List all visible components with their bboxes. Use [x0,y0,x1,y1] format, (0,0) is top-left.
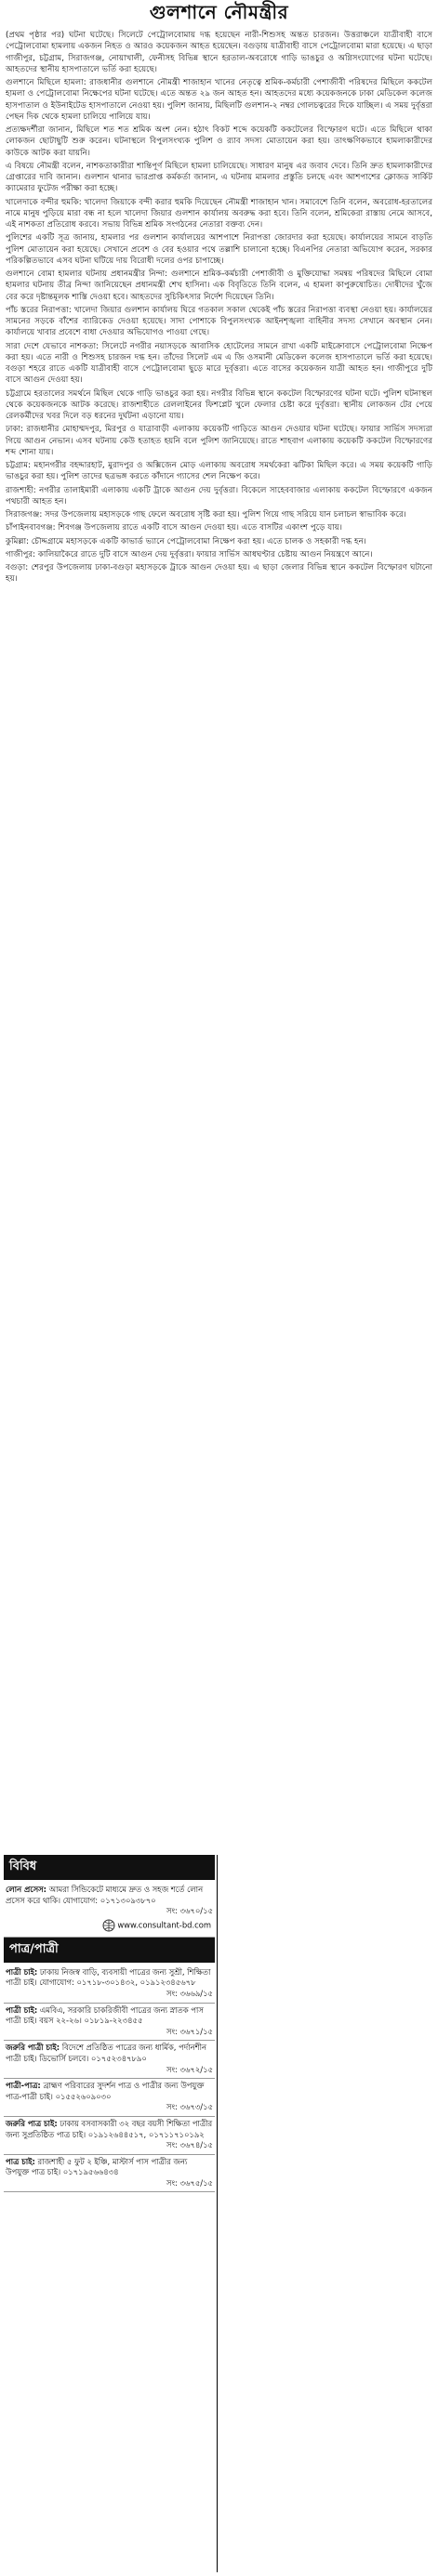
ad-lead: লোন প্রসেস: [6,1885,47,1894]
column-divider [217,1855,218,2572]
story-paragraph: চট্টগ্রাম: মহানগরীর বহদ্দারহাট, মুরাদপুর ও অক্সিজেন মোড় এলাকায় অবরোধ সমর্থকেরা ঝটিকা মিছিল করে। এ সময় কয়েকটি গাড়ি ভাঙচুর করা হয়। পুলিশ তাদের ছত্রভঙ্গ করতে কাঁদানে গ্যাসের শেল নিক্ষেপ করে। [6,461,432,482]
story-continuation-column [221,1855,434,2572]
story-paragraph: গাজীপুর: কালিয়াকৈরে রাতে দুটি বাসে আগুন দেয় দুর্বৃত্তরা। ফায়ার সার্ভিস আধঘণ্টার চেষ্টায় আগুন নিয়ন্ত্রণে আনে। [6,549,373,559]
ad-lead: জরুরি পাত্রী চাই: [6,2043,60,2053]
story-paragraph: পুলিশের একটি সূত্র জানায়, হামলার পর গুলশান কার্যালয়ের আশপাশে নিরাপত্তা জোরদার করা হয়েছে। কার্যালয়ের সামনে বাড়তি পুলিশ মোতায়েন করা হয়েছে। সেখানে প্রবেশ ও বের হওয়ার পথে তল্লাশি চালানো হচ্ছে। বিএনপির নেতারা অভিযোগ করেন, সরকার পরিকল্পিতভাবে এসব ঘটনা ঘটিয়ে দায় বিরোধী দলের ওপর চাপাচ্ছে। [6,233,432,266]
classified-ad [4,2117,215,2155]
story-paragraph: বগুড়া: শেরপুর উপজেলায় ঢাকা-বগুড়া মহাসড়কে ট্রাকে আগুন দেওয়া হয়। এ ছাড়া জেলার বিভিন্ন স্থানে ককটেল বিস্ফোরণ ঘটানো হয়। [6,563,432,585]
ad-ref: সং: ৩৬৭৫/১৫ [166,2177,213,2188]
ad-ref: সং: ৩৬৭২/১৫ [166,2064,213,2074]
section-heading-misc: বিবিধ [4,1855,215,1880]
ad-text: রাজশাহী ৫ ফুট ২ ইঞ্চি, মাস্টার্স পাস পাত্রীর জন্য উপযুক্ত পাত্র চাই। ০১৭১৯৫৬৬৪৩৪ [6,2156,188,2177]
ad-lead: পাত্রী-পাত্র: [6,2081,41,2091]
ad-ref: সং: ৩৬৬৯/১৫ [166,1988,213,1998]
classified-ad [4,2004,215,2042]
ad-ref: সং: ৩৬৭১/১৫ [166,2026,213,2036]
story-paragraph: চাঁপাইনবাবগঞ্জ: শিবগঞ্জ উপজেলায় রাতে একটি বাসে আগুন দেওয়া হয়। এতে বাসটির একাংশ পুড়ে যায়। [6,523,342,533]
story-paragraph: খালেদাকে বন্দীর হুমকি: খালেদা জিয়াকে বন্দী করার হুমকি দিয়েছেন নৌমন্ত্রী শাজাহান খান। সমাবেশে তিনি বলেন, অবরোধ-হরতালের নামে মানুষ পুড়িয়ে মারা বন্ধ না হলে খালেদা জিয়ার গুলশান কার্যালয় অবরুদ্ধ করা হবে। তিনি বলেন, শ্রমিকেরা রাস্তায় নেমে আসবে, এই নাশকতা প্রতিরোধ করবে। সভায় বিভিন্ন শ্রমিক সংগঠনের নেতারা বক্তব্য দেন। [6,197,432,230]
story-paragraph: সারা দেশে যেভাবে নাশকতা: সিলেটে নগরীর নয়াসড়কে আবাসিক হোটেলের সামনে রাখা একটি মাইক্রোবাসে পেট্রোলবোমা নিক্ষেপ করা হয়। এতে নারী ও শিশুসহ চারজন দগ্ধ হন। তাঁদের সিলেট এম এ জি ওসমানী মেডিকেল কলেজ হাসপাতালে ভর্তি করা হয়েছে। বগুড়া শহরে রাতে একটি যাত্রীবাহী বাসে পেট্রোলবোমা ছুড়ে মারে দুর্বৃত্তরা। এতে বাসের কয়েকজন যাত্রী আহত হন। গাজীপুরে দুটি বাসে আগুন দেওয়া হয়। [6,341,432,386]
story-paragraph: ঢাকা: রাজধানীর মোহাম্মদপুর, মিরপুর ও যাত্রাবাড়ী এলাকায় কয়েকটি গাড়িতে আগুন দেওয়ার ঘটনা ঘটেছে। ফায়ার সার্ভিস সদস্যরা গিয়ে আগুন নেভান। এসব ঘটনায় কেউ হতাহত হয়নি বলে পুলিশ জানিয়েছে। রাতে শাহবাগ এলাকায় কয়েকটি ককটেল বিস্ফোরণের শব্দ শোনা যায়। [6,425,432,457]
classifieds-column [4,1855,215,2572]
ad-text: ব্রাহ্মণ পরিবারের সুদর্শন পাত্র ও পাত্রীর জন্য উপযুক্ত পাত্র-পাত্রী চাই। ০১৫৫২৬০৯০৩০ [6,2081,205,2101]
ad-ref: সং: ৩৬৭৪/১৫ [166,2140,213,2150]
story-paragraph: সিরাজগঞ্জ: সদর উপজেলায় মহাসড়কে গাছ ফেলে অবরোধ সৃষ্টি করা হয়। পুলিশ গিয়ে গাছ সরিয়ে যান চলাচল স্বাভাবিক করে। [6,510,406,519]
ad-lead: পাত্র চাই: [6,2156,35,2166]
main-story [6,30,432,1851]
ad-lead: পাত্রী চাই: [6,1966,38,1977]
story-paragraph: পাঁচ স্তরের নিরাপত্তা: খালেদা জিয়ার গুলশান কার্যালয় ঘিরে গতকাল সকাল থেকেই পাঁচ স্তরের নিরাপত্তা ব্যবস্থা নেওয়া হয়। কার্যালয়ের সামনের সড়কে বাঁশের ব্যারিকেড দেওয়া হয়েছে। সাদা পোশাকে বিপুলসংখ্যক আইনশৃঙ্খলা বাহিনীর সদস্য সেখানে অবস্থান নেন। কার্যালয়ে খাবার প্রবেশে বাধা দেওয়ার অভিযোগও পাওয়া গেছে। [6,305,432,338]
story-paragraph: এ বিষয়ে নৌমন্ত্রী বলেন, নাশকতাকারীরা শান্তিপূর্ণ মিছিলে হামলা চালিয়েছে। সাধারণ মানুষ এর জবাব দেবে। তিনি দ্রুত হামলাকারীদের গ্রেপ্তারের দাবি জানান। গুলশান থানার ভারপ্রাপ্ত কর্মকর্তা জানান, এ ঘটনায় মামলার প্রস্তুতি চলছে এবং আশপাশের ক্লোজড সার্কিট ক্যামেরার ফুটেজ পরীক্ষা করা হচ্ছে। [6,161,432,194]
ad-ref: সং: ৩৬৭০/১৫ [166,1906,213,1916]
classified-ad [4,1965,215,2004]
globe-icon [102,1919,115,1932]
classified-ad-loan [4,1883,215,1938]
story-paragraph: প্রত্যক্ষদর্শীরা জানান, মিছিলে শত শত শ্রমিক অংশ নেন। হঠাৎ বিকট শব্দে কয়েকটি ককটেলের বিস্ফোরণ ঘটে। এতে মিছিলে থাকা লোকজন ছোটাছুটি শুরু করেন। ঘটনাস্থলে বিপুলসংখ্যক পুলিশ ও র‍্যাব সদস্য মোতায়েন করা হয়। তাৎক্ষণিকভাবে হামলাকারীদের কাউকে আটক করা যায়নি। [6,125,432,158]
ad-ref: সং: ৩৬৭৩/১৫ [166,2102,213,2112]
ad-text: এমবিএ, সরকারি চাকরিজীবী পাত্রের জন্য স্নাতক পাস পাত্রী চাই। বয়স ২২-২৬। ০১৮১৯-২২৩৪৫৫ [6,2004,204,2026]
classified-ad [4,2079,215,2117]
headline-banner [0,0,438,28]
ad-text: আমরা সিন্ডিকেটে মাধ্যমে দ্রুত ও সহজ শর্তে লোন প্রসেস করে থাকি। যোগাযোগ: ০১৭১৩০৯৩৮৭০ [6,1885,204,1905]
story-paragraph: গুলশানে মিছিলে হামলা: রাজধানীর গুলশানে নৌমন্ত্রী শাজাহান খানের নেতৃত্বে শ্রমিক-কর্মচারী পেশাজীবী পরিষদের মিছিলে ককটেল হামলা ও পেট্রোলবোমা নিক্ষেপের ঘটনা ঘটেছে। এতে অন্তত ২৯ জন আহত হন। আহতদের মধ্যে কয়েকজনকে ঢাকা মেডিকেল কলেজ হাসপাতাল ও ইউনাইটেড হাসপাতালে নেওয়া হয়। পুলিশ জানায়, মিছিলটি গুলশান-২ নম্বর গোলচত্বরের দিকে যাচ্ছিল। এ সময় দুর্বৃত্তরা পেছন দিক থেকে হামলা চালিয়ে পালিয়ে যায়। [6,78,432,122]
consultant-logo [6,1917,213,1934]
section-heading-matrimonial: পাত্র/পাত্রী [4,1938,215,1963]
story-paragraph: চট্টগ্রামে হরতালের সমর্থনে মিছিল থেকে গাড়ি ভাঙচুর করা হয়। নগরীর বিভিন্ন স্থানে ককটেল বিস্ফোরণের ঘটনা ঘটে। পুলিশ ঘটনাস্থল থেকে কয়েকজনকে আটক করেছে। রাজশাহীতে রেললাইনের ফিশপ্লেট খুলে ফেলার চেষ্টা করে দুর্বৃত্তরা। স্থানীয় লোকজন টের পেয়ে রেলকর্মীদের খবর দিলে বড় ধরনের দুর্ঘটনা এড়ানো যায়। [6,388,432,421]
ad-text: ঢাকায় বসবাসকারী ৩২ বছর বয়সী শিক্ষিতা পাত্রীর জন্য সুপ্রতিষ্ঠিত পাত্র চাই। ০১৯১২৬৪৪৫১৭, ০১৭১১৭১০১৯২ [6,2118,213,2139]
story-paragraph: গুলশানে বোমা হামলার ঘটনায় প্রধানমন্ত্রীর নিন্দা: গুলশানে শ্রমিক-কর্মচারী পেশাজীবী ও মুক্তিযোদ্ধা সমন্বয় পরিষদের মিছিলে বোমা হামলার ঘটনায় তীব্র নিন্দা জানিয়েছেন প্রধানমন্ত্রী শেখ হাসিনা। এক বিবৃতিতে তিনি বলেন, এ হামলা কাপুরুষোচিত। দোষীদের খুঁজে বের করে দৃষ্টান্তমূলক শাস্তি দেওয়া হবে। আহতদের সুচিকিৎসার নির্দেশ দিয়েছেন তিনি। [6,269,432,302]
classified-ad [4,2041,215,2079]
story-paragraph: কুমিল্লা: চৌদ্দগ্রামে মহাসড়কে একটি কাভার্ড ভ্যানে পেট্রোলবোমা নিক্ষেপ করা হয়। এতে চালক ও সহকারী দগ্ধ হন। [6,536,366,546]
ad-text: বিদেশে প্রতিষ্ঠিত পাত্রের জন্য ধার্মিক, পর্দানশীন পাত্রী চাই। ডিভোর্সি চলবে। ০১৭৫২৩৪৭৮৯০ [6,2043,206,2063]
ad-lead: পাত্রী চাই: [6,2004,38,2015]
ad-text: ঢাকায় নিজস্ব বাড়ি, ব্যবসায়ী পাত্রের জন্য সুশ্রী, শিক্ষিতা পাত্রী চাই। যোগাযোগ: ০১৭১৮-৩০১৪৩২, ০১৯১২৩৪৫৬৭৮ [6,1966,211,1988]
classified-ad [4,2155,215,2193]
story-paragraph: রাজশাহী: নগরীর তালাইমারী এলাকায় একটি ট্রাকে আগুন দেয় দুর্বৃত্তরা। বিকেলে সাহেববাজার এলাকায় ককটেল বিস্ফোরণে একজন পথচারী আহত হন। [6,485,432,506]
story-paragraph: (প্রথম পৃষ্ঠার পর) ঘটনা ঘটেছে। সিলেটে পেট্রোলবোমায় দগ্ধ হয়েছেন নারী-শিশুসহ অন্তত চারজন। উত্তরাঞ্চলে যাত্রীবাহী বাসে পেট্রোলবোমা হামলায় একজন নিহত ও আরও কয়েকজন আহত হয়েছেন। বগুড়ায় যাত্রীবাহী বাসে পেট্রোলবোমা মারা হয়েছে। এ ছাড়া গাজীপুর, চট্টগ্রাম, সিরাজগঞ্জ, নোয়াখালী, ফেনীসহ বিভিন্ন স্থানে হরতাল-অবরোধে গাড়ি ভাঙচুর ও অগ্নিসংযোগের ঘটনা ঘটেছে। আহতদের স্থানীয় হাসপাতালে ভর্তি করা হয়েছে। [6,31,432,74]
ad-website: www.consultant-bd.com [117,1920,211,1930]
headline: গুলশানে নৌমন্ত্রীর [149,0,289,23]
ad-lead: জরুরি পাত্র চাই: [6,2118,58,2128]
